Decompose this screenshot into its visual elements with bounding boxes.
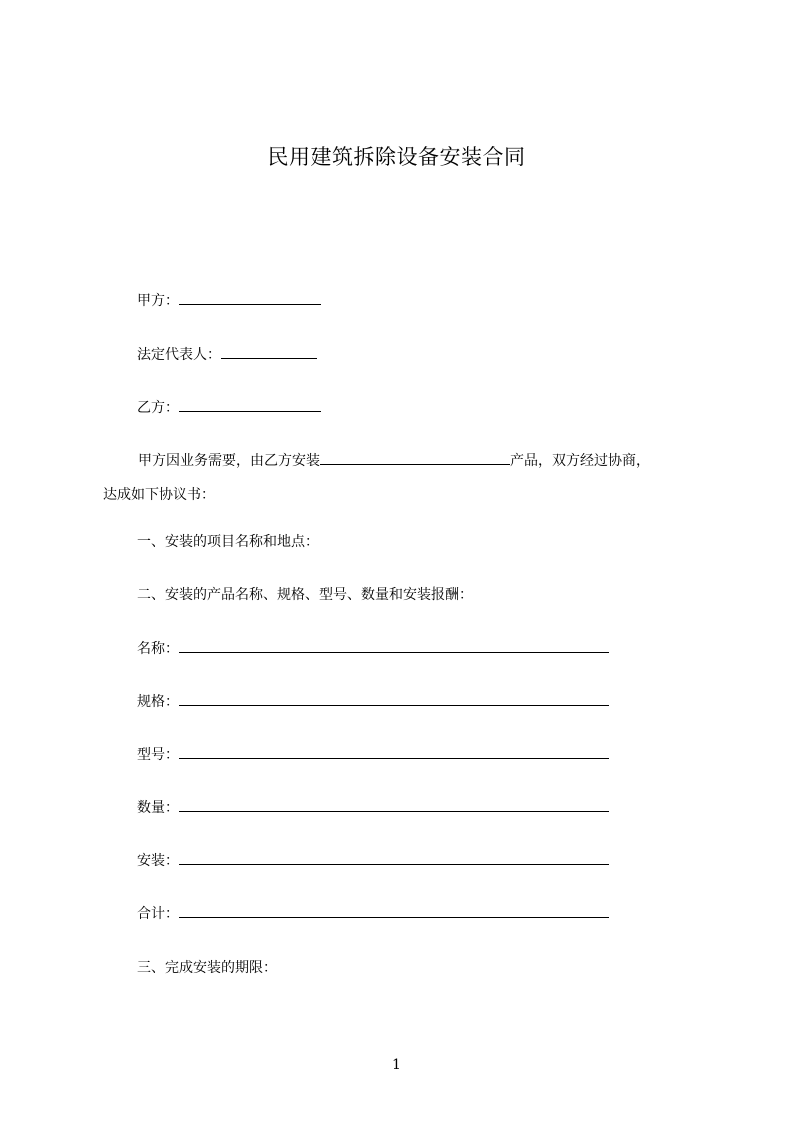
quantity-blank[interactable] [179,797,609,812]
spec-blank[interactable] [179,691,609,706]
intro-paragraph [103,444,693,512]
party-a-line [137,290,321,311]
total-blank[interactable] [179,903,609,918]
quantity-field-row [137,797,609,818]
party-b-blank[interactable] [179,397,321,412]
install-field-row [137,850,609,871]
product-blank[interactable] [320,450,510,465]
section-1-heading: 一、安装的项目名称和地点： [137,534,319,550]
document-title: 民用建筑拆除设备安装合同 [267,145,526,169]
intro-text-1: 甲方因业务需要，由乙方安装 [138,453,320,469]
page-number: 1 [392,1057,401,1073]
intro-line-2: 达成如下协议书： [103,487,215,503]
quantity-label: 数量： [137,800,179,816]
party-b-line [137,397,321,418]
party-a-label: 甲方： [137,293,179,309]
total-field-row [137,903,609,924]
model-label: 型号： [137,747,179,763]
legal-rep-line [137,344,317,365]
spec-label: 规格： [137,694,179,710]
model-field-row [137,744,609,765]
model-blank[interactable] [179,744,609,759]
name-label: 名称： [137,641,179,657]
install-label: 安装： [137,853,179,869]
party-a-blank[interactable] [179,290,321,305]
party-b-label: 乙方： [137,400,179,416]
intro-text-2: 产品，双方经过协商， [510,453,650,469]
name-field-row [137,638,609,659]
section-3-heading: 三、完成安装的期限： [137,960,277,976]
legal-rep-blank[interactable] [221,344,317,359]
legal-rep-label: 法定代表人： [137,347,221,363]
intro-line-1 [103,444,693,478]
spec-field-row [137,691,609,712]
name-blank[interactable] [179,638,609,653]
section-2-heading: 二、安装的产品名称、规格、型号、数量和安装报酬： [137,587,473,603]
total-label: 合计： [137,906,179,922]
install-blank[interactable] [179,850,609,865]
